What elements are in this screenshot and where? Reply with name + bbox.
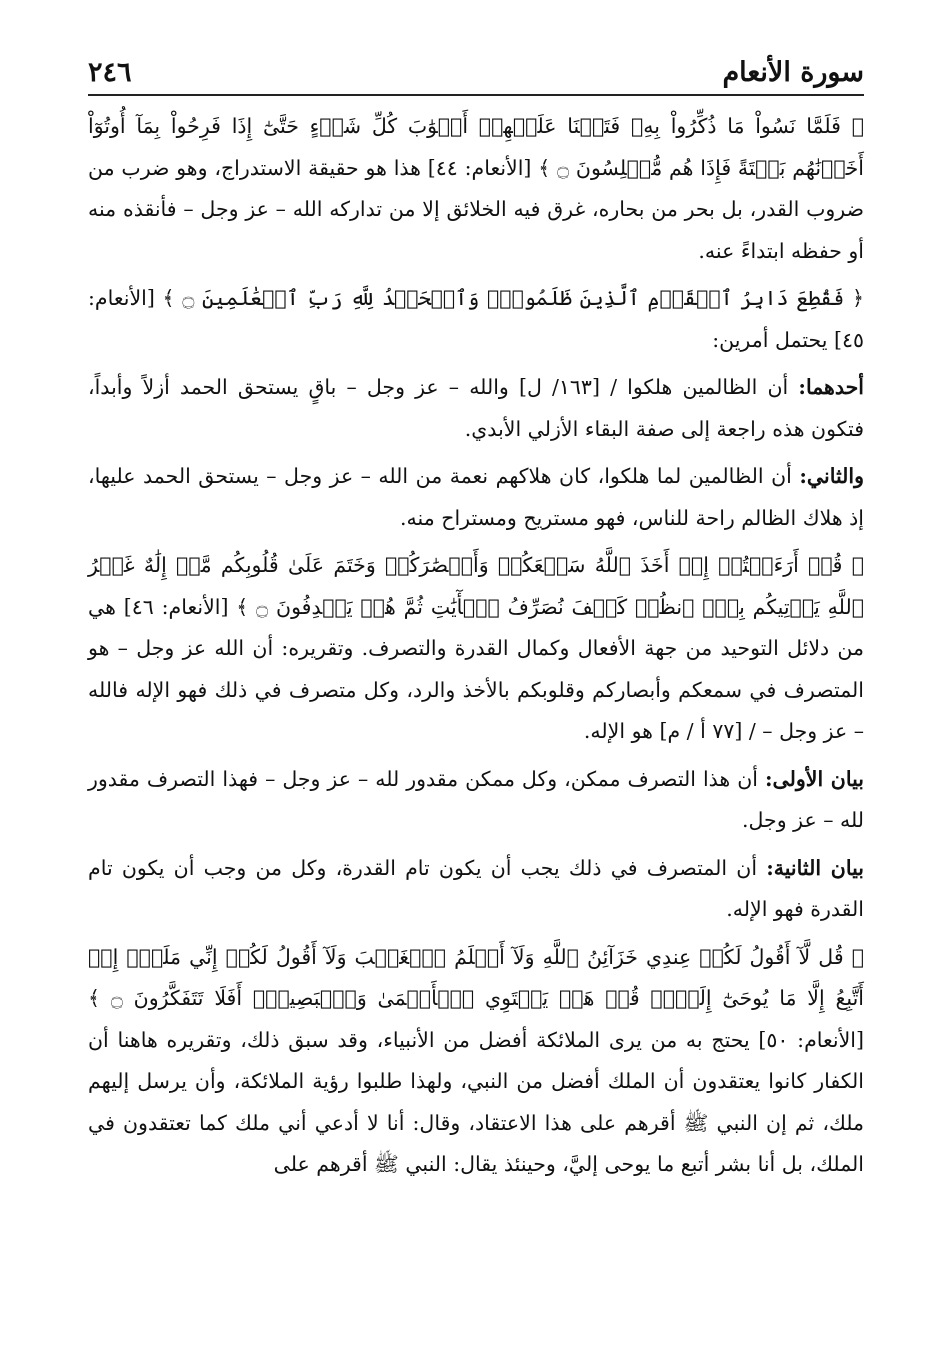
- paragraph-text: ﴿ قُلۡ أَرَءَيۡتُمۡ إِنۡ أَخَذَ ٱللَّهُ سَمۡعَكُمۡ وَأَبۡصَٰرَكُمۡ وَخَتَمَ عَلَىٰ قُلُوبِكُم مَّنۡ إِلَٰهٌ غَيۡرُ ٱللَّهِ يَأۡتِيكُم بِهِۗ ٱنظُرۡ كَيۡفَ نُصَرِّفُ ٱلۡأٓيَٰتِ ثُمَّ هُمۡ يَصۡدِفُونَ ۝ ﴾ [الأنعام: ٤٦] هي من دلائل التوحيد من جهة الأفعال وكمال القدرة والتصرف. وتقريره: أن الله عز وجل – هو المتصرف في سمعكم وأبصاركم وقلوبكم بالأخذ والرد، وكل متصرف في ذلك فهو الإله فالله – عز وجل – / [٧٧ أ / م] هو الإله.: [88, 553, 865, 743]
- page-body: [88, 106, 864, 1186]
- paragraph: [88, 759, 864, 842]
- paragraph-label: بيان الثانية:: [766, 855, 864, 880]
- paragraph: [88, 106, 864, 272]
- paragraph-text: أن الظالمين لما هلكوا، كان هلاكهم نعمة من الله – عز وجل – يستحق الحمد عليها، إذ هلاك الظالم راحة للناس، فهو مستريح ومستراح منه.: [88, 464, 864, 530]
- book-page: [88, 36, 864, 1336]
- paragraph-text: ﴿ قُل لَّآ أَقُولُ لَكُمۡ عِندِي خَزَآئِنُ ٱللَّهِ وَلَآ أَعۡلَمُ ٱلۡغَيۡبَ وَلَآ أَقُولُ لَكُمۡ إِنِّي مَلَكٌۖ إِنۡ أَتَّبِعُ إِلَّا مَا يُوحَىٰٓ إِلَيَّۚ قُلۡ هَلۡ يَسۡتَوِي ٱلۡأَعۡمَىٰ وَٱلۡبَصِيرُۚ أَفَلَا تَتَفَكَّرُونَ ۝ ﴾ [الأنعام: ٥٠] يحتج به من يرى الملائكة أفضل من الأنبياء، وقد سبق ذلك، وتقريره هاهنا أن الكفار كانوا يعتقدون أن الملك أفضل من النبي، ولهذا طلبوا رؤية الملائكة، وأن يرسل إليهم ملك، ثم إن النبي ﷺ أقرهم على هذا الاعتقاد، وقال: أنا لا أدعي أني ملك كما تعتقدون في الملك، بل أنا بشر أتبع ما يوحى إليَّ، وحينئذ يقال: النبي ﷺ أقرهم على: [88, 944, 864, 1176]
- paragraph-text: ﴿ فَقُطِعَ دَابِرُ ٱلۡقَوۡمِ ٱلَّذِينَ ظَلَمُواْۚ وَٱلۡحَمۡدُ لِلَّهِ رَبِّ ٱلۡعَٰلَمِينَ ۝ ﴾ [الأنعام: ٤٥] يحتمل أمرين:: [88, 286, 865, 352]
- paragraph-label: والثاني:: [799, 464, 864, 488]
- paragraph-label: أحدهما:: [798, 375, 864, 399]
- paragraph-text: أن الظالمين هلكوا / [١٦٣/ ل] والله – عز وجل – باقٍ يستحق الحمد أزلاً وأبداً، فتكون هذه راجعة إلى صفة البقاء الأزلي الأبدي.: [88, 375, 864, 441]
- surah-title: سورة الأنعام: [722, 57, 864, 88]
- paragraph: [88, 848, 864, 931]
- paragraph-text: ﴿ فَلَمَّا نَسُواْ مَا ذُكِّرُواْ بِهِۦ فَتَحۡنَا عَلَيۡهِمۡ أَبۡوَٰبَ كُلِّ شَيۡءٍ حَتَّىٰٓ إِذَا فَرِحُواْ بِمَآ أُوتُوٓاْ أَخَذۡنَٰهُم بَغۡتَةً فَإِذَا هُم مُّبۡلِسُونَ ۝ ﴾ [الأنعام: ٤٤] هذا هو حقيقة الاستدراج، وهو ضرب من ضروب القدر، بل بحر من بحاره، غرق فيه الخلائق إلا من تداركه الله – عز وجل – فأنقذه منه أو حفظه ابتداءً عنه.: [88, 114, 864, 263]
- paragraph: [88, 545, 864, 753]
- page-number: ٢٤٦: [88, 57, 132, 88]
- paragraph-text: أن هذا التصرف ممكن، وكل ممكن مقدور لله – عز وجل – فهذا التصرف مقدور لله – عز وجل.: [88, 766, 864, 832]
- paragraph-label: بيان الأولى:: [764, 766, 864, 791]
- paragraph-text: أن المتصرف في ذلك يجب أن يكون تام القدرة، وكل من وجب أن يكون تام القدرة فهو الإله.: [88, 855, 864, 921]
- paragraph: [88, 367, 864, 450]
- paragraph: [88, 278, 864, 361]
- paragraph: [88, 456, 864, 539]
- paragraph: [88, 937, 864, 1186]
- page-header: [88, 36, 864, 96]
